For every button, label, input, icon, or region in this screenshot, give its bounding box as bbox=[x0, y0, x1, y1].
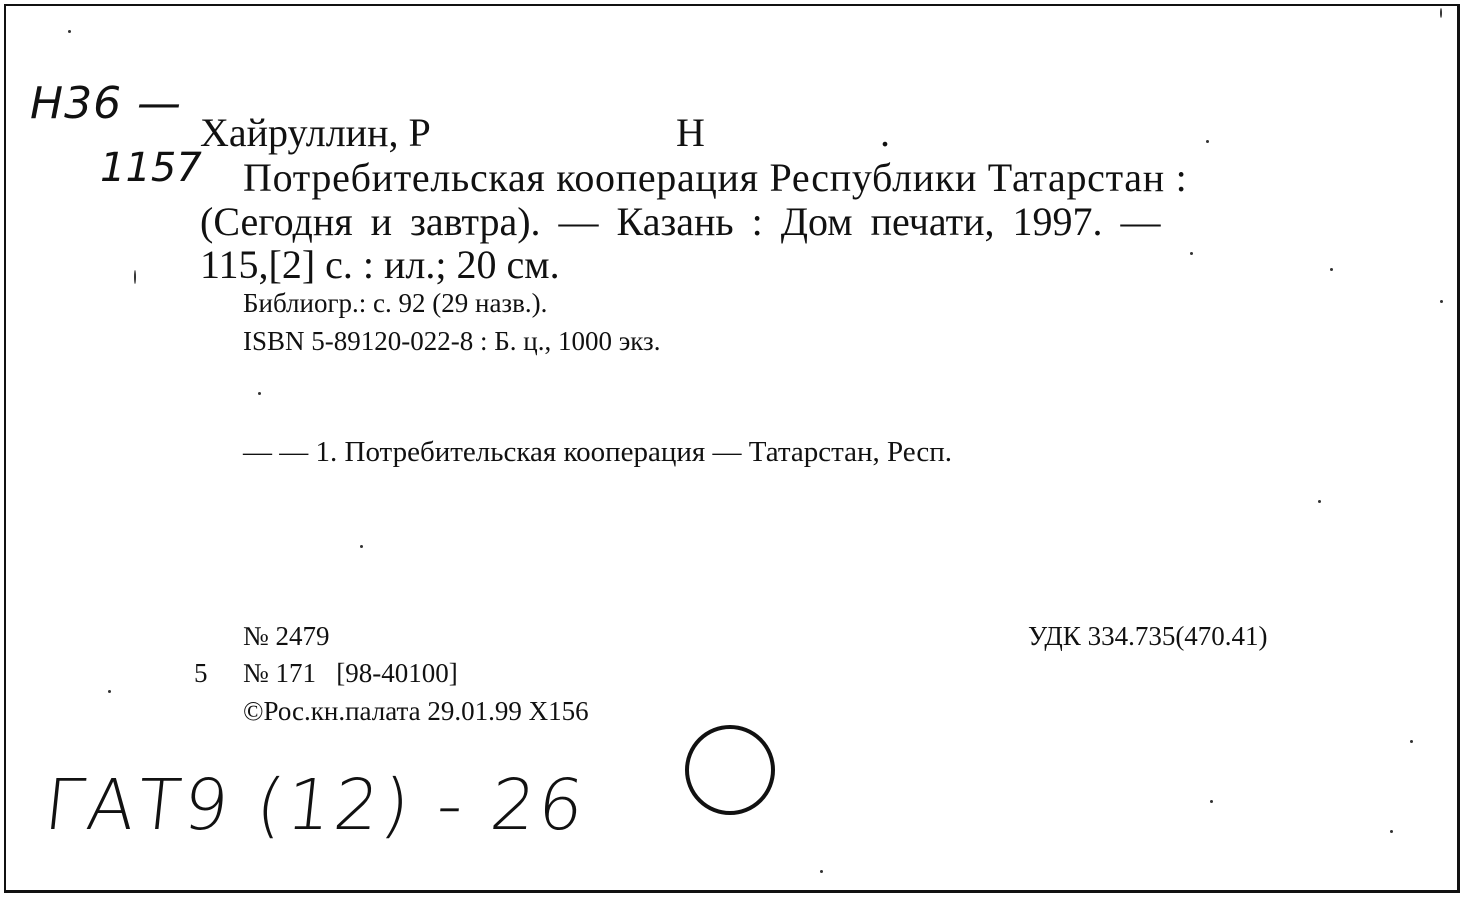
scan-speck bbox=[1410, 740, 1413, 743]
book-chamber-line: ©Рос.кн.палата 29.01.99 Х156 bbox=[243, 696, 589, 726]
scan-speck bbox=[134, 270, 136, 284]
isbn-line: ISBN 5-89120-022-8 : Б. ц., 1000 экз. bbox=[243, 326, 661, 356]
scan-speck bbox=[68, 30, 71, 33]
scan-speck bbox=[1206, 140, 1209, 143]
scan-speck bbox=[1318, 500, 1321, 503]
author-heading: Хайруллин, Р bbox=[200, 110, 431, 155]
title-line-1: Потребительская кооперация Республики Татарстан : bbox=[243, 155, 1188, 200]
record-number: № 2479 bbox=[243, 621, 330, 651]
scan-speck bbox=[1330, 268, 1333, 271]
scan-speck bbox=[360, 545, 363, 548]
scan-speck bbox=[1440, 300, 1443, 303]
scan-speck bbox=[1190, 252, 1193, 255]
handwritten-call-number-bottom: 1157 bbox=[100, 145, 202, 191]
scan-speck bbox=[1440, 8, 1442, 18]
scan-speck bbox=[258, 392, 261, 395]
author-initial: Н bbox=[676, 110, 705, 155]
handwritten-call-number-top: Н36 — bbox=[30, 78, 183, 129]
udc-code: УДК 334.735(470.41) bbox=[1028, 621, 1268, 651]
bibliography-note: Библиогр.: с. 92 (29 назв.). bbox=[243, 288, 548, 318]
scan-speck bbox=[1390, 830, 1393, 833]
stamp-circle-icon bbox=[682, 722, 778, 818]
subject-tracing: — — 1. Потребительская кооперация — Татарстан, Респ. bbox=[243, 436, 952, 468]
scan-speck bbox=[1210, 800, 1213, 803]
card-prefix: 5 bbox=[194, 658, 208, 688]
heading-dot: . bbox=[880, 110, 890, 155]
scan-speck bbox=[820, 870, 823, 873]
order-number: № 171 [98-40100] bbox=[243, 658, 458, 688]
handwritten-bottom-note: ГАТ9 (12) - 26 bbox=[40, 764, 591, 846]
title-line-2: (Сегодня и завтра). — Казань : Дом печати, 1997. — bbox=[200, 199, 1161, 244]
scan-speck bbox=[108, 690, 111, 693]
title-line-3: 115,[2] с. : ил.; 20 см. bbox=[200, 242, 560, 287]
